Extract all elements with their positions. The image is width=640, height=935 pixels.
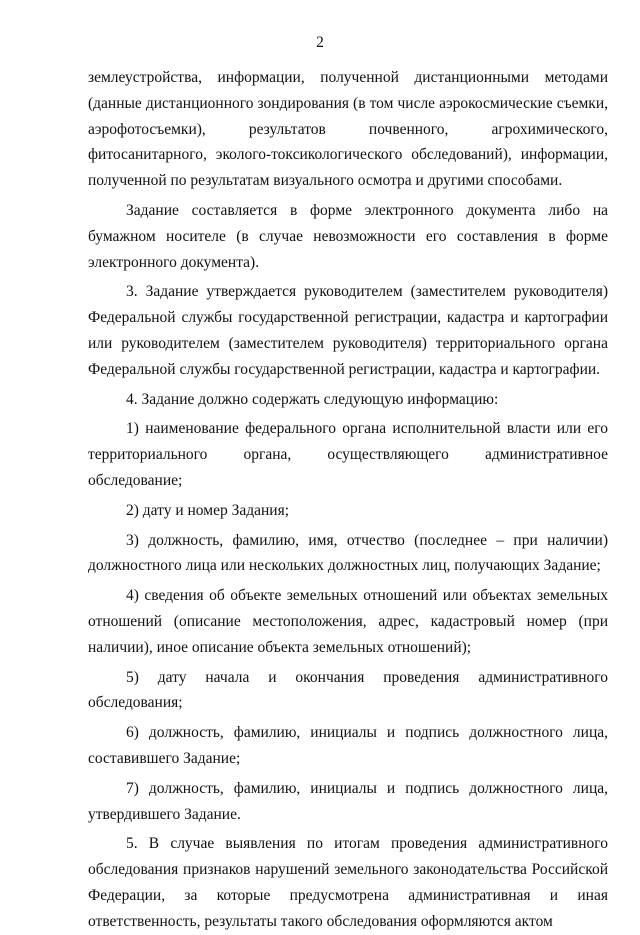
paragraph-task-form: Задание составляется в форме электронного документа либо на бумажном носителе (в случае невозможности его составления в форме электронного документа). — [88, 201, 608, 271]
list-item-4: 4) сведения об объекте земельных отношений или объектах земельных отношений (описание местоположения, адрес, кадастровый номер (при наличии), иное описание объекта земельных отношений); — [88, 587, 608, 656]
page-number: 2 — [316, 34, 324, 51]
list-item-5: 5) дату начала и окончания проведения административного обследования; — [88, 668, 608, 712]
list-item-7: 7) должность, фамилию, инициалы и подпись должностного лица, утвердившего Задание. — [88, 779, 608, 823]
paragraph-continuation: землеустройства, информации, полученной дистанционными методами (данные дистанционного зондирования (в том числе аэрокосмические съемки, аэрофотосъемки), результатов почвенного, агрохимического, фитосанитарного, эколого-токсикологического обследований), информации, полученной по результатам визуального осмотра и другими способами. — [88, 69, 608, 190]
list-item-3: 3) должность, фамилию, имя, отчество (последнее – при наличии) должностного лица или нескольких должностных лиц, получающих Задание; — [88, 531, 608, 575]
paragraph-5-violations: 5. В случае выявления по итогам проведения административного обследования признаков нарушений земельного законодательства Российской Федерации, за которые предусмотрена административная и иная ответственность, результаты такого обследования оформляются актом — [88, 835, 608, 930]
document-body — [88, 65, 608, 935]
list-item-2: 2) дату и номер Задания; — [126, 501, 290, 519]
list-item-6: 6) должность, фамилию, инициалы и подпись должностного лица, составившего Задание; — [88, 724, 608, 767]
list-item-1: 1) наименование федерального органа исполнительной власти или его территориального органа, осуществляющего административное обследование; — [88, 420, 608, 489]
paragraph-4-contents: 4. Задание должно содержать следующую информацию: — [126, 390, 499, 408]
paragraph-3-approval: 3. Задание утверждается руководителем (заместителем руководителя) Федеральной службы государственной регистрации, кадастра и картографии или руководителем (заместителем руководителя) территориального органа Федеральной службы государственной регистрации, кадастра и картографии. — [88, 283, 608, 378]
